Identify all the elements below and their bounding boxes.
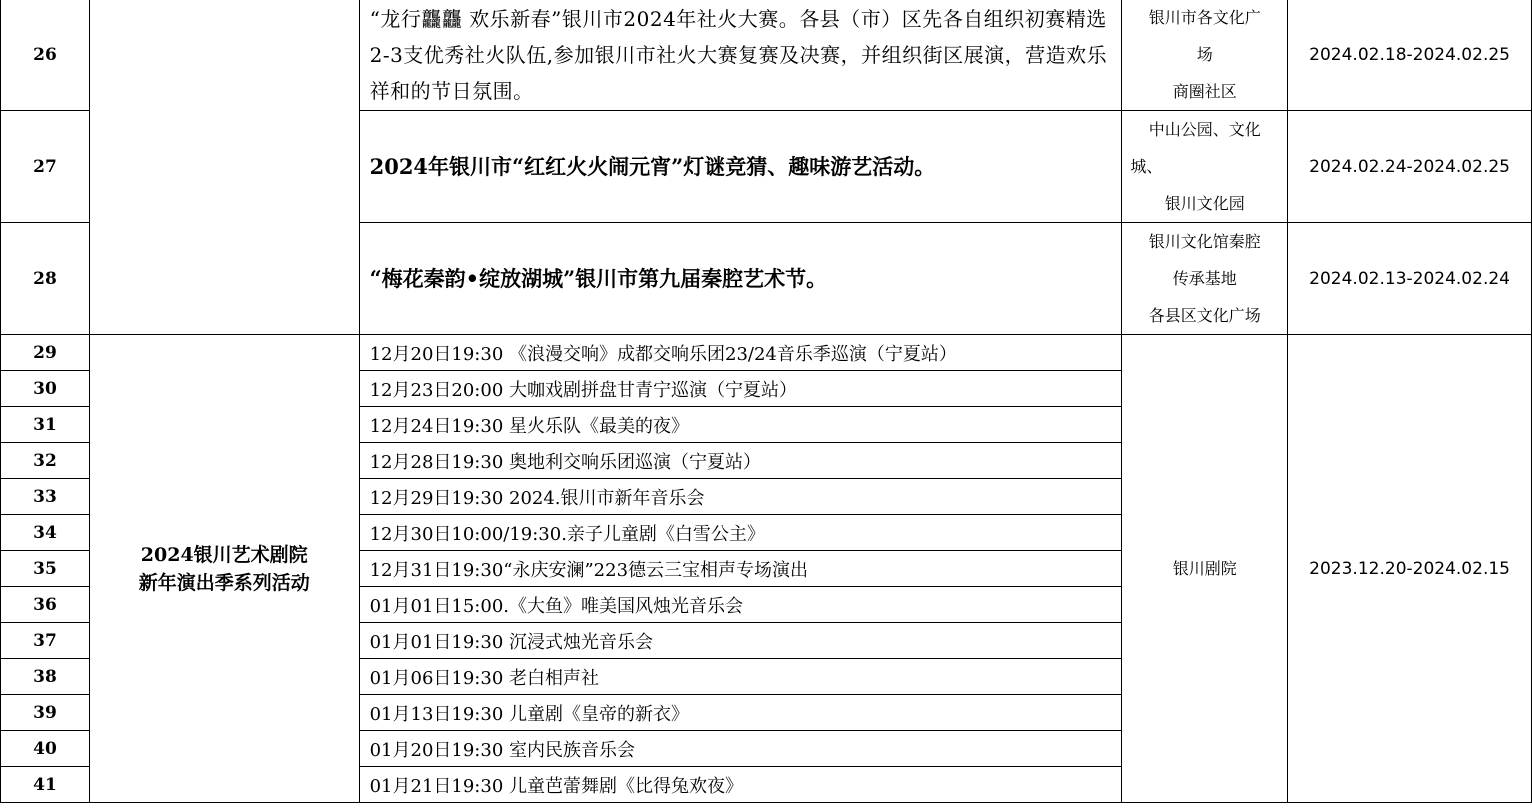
program-item: 01月21日19:30 儿童芭蕾舞剧《比得兔欢夜》 — [359, 767, 1122, 803]
date-range: 2023.12.20-2024.02.15 — [1288, 335, 1532, 803]
row-number: 41 — [1, 767, 90, 803]
date-range: 2024.02.13-2024.02.24 — [1288, 223, 1532, 335]
activity-description: 2024年银川市“红红火火闹元宵”灯谜竞猜、趣味游艺活动。 — [359, 111, 1122, 223]
activity-description: “梅花秦韵•绽放湖城”银川市第九届秦腔艺术节。 — [359, 223, 1122, 335]
program-item: 01月06日19:30 老白相声社 — [359, 659, 1122, 695]
program-item: 01月13日19:30 儿童剧《皇帝的新衣》 — [359, 695, 1122, 731]
program-item: 01月01日19:30 沉浸式烛光音乐会 — [359, 623, 1122, 659]
location-line: 各县区文化广场 — [1148, 306, 1261, 325]
location-line: 银川文化馆秦腔 — [1148, 232, 1261, 251]
row-number: 26 — [1, 0, 90, 111]
location-line: 银川市各文化广 — [1148, 8, 1261, 27]
row-number: 29 — [1, 335, 90, 371]
row-number: 32 — [1, 443, 90, 479]
row-number: 27 — [1, 111, 90, 223]
row-number: 33 — [1, 479, 90, 515]
program-item: 12月23日20:00 大咖戏剧拼盘甘青宁巡演（宁夏站） — [359, 371, 1122, 407]
row-number: 39 — [1, 695, 90, 731]
program-item: 12月20日19:30 《浪漫交响》成都交响乐团23/24音乐季巡演（宁夏站） — [359, 335, 1122, 371]
table-row — [1, 0, 1532, 111]
activity-description: “龙行龘龘 欢乐新春”银川市2024年社火大赛。各县（市）区先各自组织初赛精选2-3支优秀社火队伍,参加银川市社火大赛复赛及决赛，并组织街区展演，营造欢乐祥和的节日氛围。 — [359, 0, 1122, 111]
row-number: 38 — [1, 659, 90, 695]
row-number: 28 — [1, 223, 90, 335]
table-row — [1, 335, 1532, 371]
row-number: 37 — [1, 623, 90, 659]
category-line: 新年演出季系列活动 — [138, 571, 310, 594]
category-cell-empty — [89, 0, 359, 335]
location-line: 商圈社区 — [1172, 82, 1237, 101]
location-line: 场 — [1196, 45, 1213, 64]
row-number: 34 — [1, 515, 90, 551]
date-range: 2024.02.24-2024.02.25 — [1288, 111, 1532, 223]
location-cell — [1122, 0, 1288, 111]
program-item: 12月30日10:00/19:30.亲子儿童剧《白雪公主》 — [359, 515, 1122, 551]
row-number: 36 — [1, 587, 90, 623]
location-line: 银川文化园 — [1164, 194, 1245, 213]
row-number: 31 — [1, 407, 90, 443]
category-line: 2024银川艺术剧院 — [140, 543, 308, 566]
program-item: 12月31日19:30“永庆安澜”223德云三宝相声专场演出 — [359, 551, 1122, 587]
program-item: 01月01日15:00.《大鱼》唯美国风烛光音乐会 — [359, 587, 1122, 623]
program-item: 12月29日19:30 2024.银川市新年音乐会 — [359, 479, 1122, 515]
location-cell — [1122, 111, 1288, 223]
category-cell — [89, 335, 359, 803]
row-number: 40 — [1, 731, 90, 767]
program-item: 12月24日19:30 星火乐队《最美的夜》 — [359, 407, 1122, 443]
program-item: 12月28日19:30 奥地利交响乐团巡演（宁夏站） — [359, 443, 1122, 479]
row-number: 30 — [1, 371, 90, 407]
location-cell: 银川剧院 — [1122, 335, 1288, 803]
program-item: 01月20日19:30 室内民族音乐会 — [359, 731, 1122, 767]
row-number: 35 — [1, 551, 90, 587]
date-range: 2024.02.18-2024.02.25 — [1288, 0, 1532, 111]
location-line: 中山公园、文化 — [1148, 120, 1261, 139]
location-cell — [1122, 223, 1288, 335]
location-line: 传承基地 — [1172, 269, 1237, 288]
location-line: 城、 — [1130, 157, 1163, 176]
